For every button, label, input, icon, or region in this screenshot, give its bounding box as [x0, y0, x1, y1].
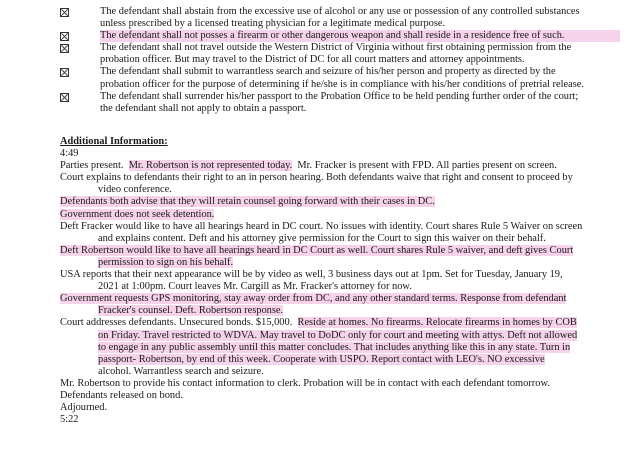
condition-text-line: the defendant shall not apply to obtain a passport.: [100, 102, 307, 114]
released-on-bond: Defendants released on bond.: [60, 389, 183, 401]
parties-highlight: Mr. Robertson is not represented today.: [128, 160, 293, 172]
condition-text-line: The defendant shall submit to warrantless search and seizure of his/her person and property as directed by the: [100, 66, 556, 78]
court-explains-line: Court explains to defendants their right to an in person hearing. Both defendants waive that right and consent to proceed by: [60, 172, 573, 184]
condition-travel: [60, 42, 620, 66]
court-addresses-highlight: on Friday. Travel restricted to WDVA. May travel to DoDC only for court and meeting with attys. Deft not allowed: [98, 329, 578, 341]
condition-text-line: probation officer for the purpose of determining if he/she is in compliance with his/her conditions of pretrial release.: [100, 78, 584, 90]
additional-information: [60, 136, 630, 426]
parties-text: Mr. Fracker is present with FPD. All parties present on screen.: [297, 160, 557, 172]
fracker-hearings: [60, 221, 630, 245]
conditions-list: [60, 6, 620, 115]
robertson-line: permission to sign on his behalf.: [98, 256, 234, 268]
parties-text: Parties present.: [60, 160, 124, 172]
usa-line: USA reports that their next appearance will be by video as well, 3 business days out at 1pm. Set for Tuesday, January 19,: [60, 269, 563, 281]
government-detention-text: Government does not seek detention.: [60, 208, 215, 220]
condition-text-line: The defendant shall abstain from the excessive use of alcohol or any use or possession of any controlled substances: [100, 6, 580, 17]
counsel-advise: [60, 196, 630, 208]
end-time: 5:22: [60, 414, 79, 426]
checked-box-icon: [60, 8, 69, 17]
parties-present: [60, 160, 630, 172]
court-explains: [60, 172, 630, 196]
court-addresses-text: alcohol. Warrantless search and seizure.: [98, 365, 264, 377]
adjourned: Adjourned.: [60, 402, 108, 414]
condition-firearm: [60, 30, 620, 42]
condition-text-line: The defendant shall not travel outside the Western District of Virginia without first obtaining permission from the: [100, 42, 572, 54]
gps-line: Government requests GPS monitoring, stay away order from DC, and any other standard terms. Response from defendant: [60, 293, 567, 305]
robertson-line: Deft Robertson would like to have all hearings heard in DC Court as well. Court shares Rule 5 waiver, and deft gives Court: [60, 244, 574, 256]
court-addresses: [60, 317, 630, 377]
usa-line: 2021 at 1:00pm. Court leaves Mr. Cargill as Mr. Fracker's attorney for now.: [98, 281, 412, 293]
condition-text-line: unless prescribed by a licensed treating physician for a legitimate medical purpose.: [100, 18, 446, 30]
checked-box-icon: [60, 93, 69, 102]
condition-passport: [60, 91, 620, 115]
fracker-line: Deft Fracker would like to have all hearings heard in DC court. No issues with identity. Court shares Rule 5 Waiver on screen: [60, 220, 583, 232]
court-explains-line: video conference.: [98, 184, 172, 196]
checked-box-icon: [60, 44, 69, 53]
court-addresses-highlight: to engage in any public assembly until this matter concludes. That includes anything like this in any state. Turn in: [98, 341, 571, 353]
checked-box-icon: [60, 68, 69, 77]
condition-search: [60, 66, 620, 90]
contact-info: Mr. Robertson to provide his contact information to clerk. Probation will be in contact with each defendant tomorrow.: [60, 377, 550, 389]
usa-reports: [60, 269, 630, 293]
court-addresses-text: Court addresses defendants. Unsecured bonds. $15,000.: [60, 317, 293, 329]
section-heading: Additional Information:: [60, 136, 168, 147]
condition-alcohol: [60, 6, 620, 30]
robertson-hearings: [60, 245, 630, 269]
start-time: 4:49: [60, 148, 79, 160]
condition-text-line: The defendant shall surrender his/her passport to the Probation Office to be held pending further order of the court;: [100, 90, 579, 102]
government-gps: [60, 293, 630, 317]
court-addresses-highlight: Reside at homes. No firearms. Relocate firearms in homes by COB: [297, 317, 577, 329]
condition-text-line: probation officer. But may travel to the District of DC for all court matters and attorney appointments.: [100, 54, 525, 66]
fracker-line: and explains content. Deft and his attorney give permission for the Court to sign this waiver on their behalf.: [98, 232, 546, 244]
court-addresses-highlight: passport- Robertson, by end of this week. Cooperate with USPO. Report contact with LEO's. NO excessive: [98, 353, 545, 365]
condition-text-line: The defendant shall not posses a firearm or other dangerous weapon and shall reside in a residence free of such.: [100, 30, 620, 42]
counsel-advise-text: Defendants both advise that they will retain counsel going forward with their cases in DC.: [60, 196, 435, 208]
government-detention: [60, 209, 630, 221]
checked-box-icon: [60, 32, 69, 41]
gps-line: Fracker's counsel. Deft. Robertson response.: [98, 305, 284, 317]
